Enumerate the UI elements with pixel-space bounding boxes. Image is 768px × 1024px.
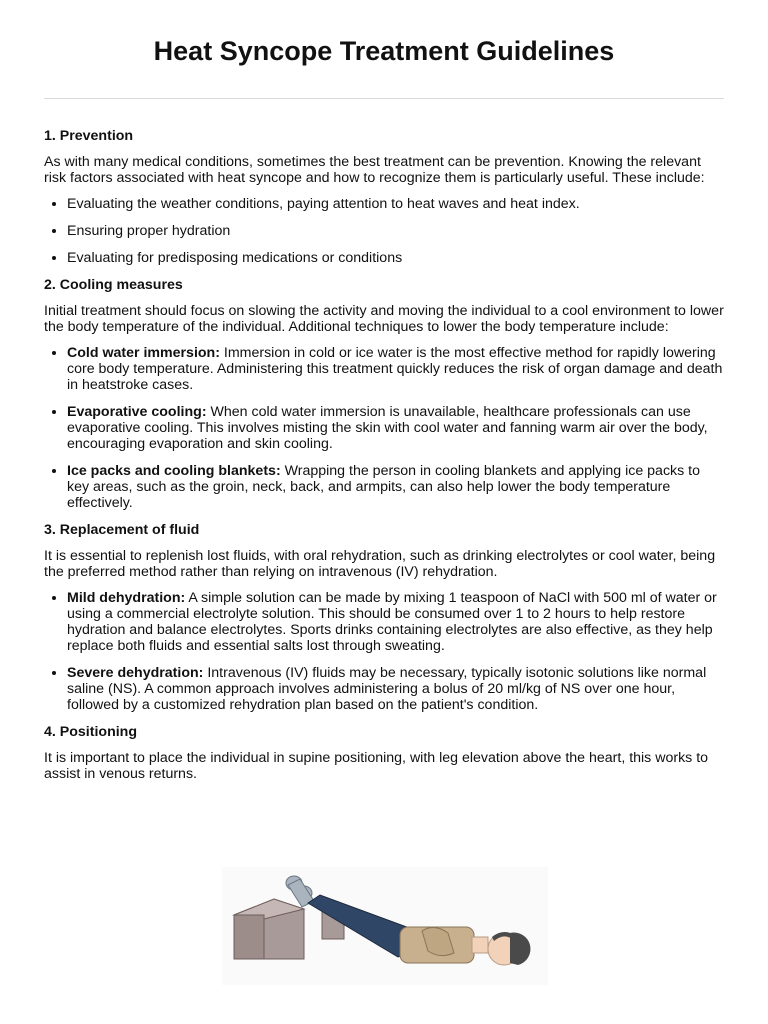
- section-positioning: [44, 724, 724, 782]
- list-item-text: When cold water immersion is unavailable, healthcare professionals can use evaporative cooling. This involves misting the skin with cool water and fanning warm air over the body, encouraging evaporation and skin cooling.: [67, 404, 708, 452]
- list-item-text: A simple solution can be made by mixing 1 teaspoon of NaCl with 500 ml of water or using a commercial electrolyte solution. This should be consumed over 1 to 2 hours to help restore hydration and balance electrolytes. Sports drinks containing electrolytes are also effective, as they help replace both fluids and essential salts lost through sweating.: [67, 590, 717, 654]
- section-heading: 3. Replacement of fluid: [44, 522, 200, 538]
- section-paragraph: Initial treatment should focus on slowing the activity and moving the individual to a cool environment to lower the body temperature of the individual. Additional techniques to lower the body temperature include:: [44, 303, 724, 335]
- list-item: [67, 665, 724, 713]
- list-item-text: Evaluating for predisposing medications or conditions: [67, 250, 403, 266]
- supine-person-icon: [222, 867, 548, 985]
- list-item: [67, 345, 724, 393]
- list-item: [67, 250, 724, 266]
- page-title: Heat Syncope Treatment Guidelines: [153, 36, 615, 66]
- section-heading: 2. Cooling measures: [44, 277, 183, 293]
- list-item: [67, 404, 724, 452]
- list-item-text: Immersion in cold or ice water is the most effective method for rapidly lowering core body temperature. Administering this treatment quickly reduces the risk of organ damage and death in heatstroke cases.: [67, 345, 723, 393]
- list-item-label: Cold water immersion:: [67, 345, 220, 361]
- section-heading: 4. Positioning: [44, 724, 138, 740]
- list-item-text: Ensuring proper hydration: [67, 223, 231, 239]
- section-paragraph: It is important to place the individual in supine positioning, with leg elevation above the heart, this works to assist in venous returns.: [44, 750, 709, 782]
- list-item-label: Ice packs and cooling blankets:: [67, 463, 281, 479]
- section-replacement-of-fluid: [44, 522, 724, 713]
- list-item: [67, 590, 724, 654]
- section-paragraph: It is essential to replenish lost fluids, with oral rehydration, such as drinking electrolytes or cool water, being the preferred method rather than relying on intravenous (IV) rehydration.: [44, 548, 716, 580]
- document-body: [44, 128, 724, 792]
- supine-leg-elevation-illustration: [222, 867, 548, 985]
- list-item-label: Severe dehydration:: [67, 665, 204, 681]
- bullet-list: [44, 345, 724, 511]
- list-item: [67, 463, 724, 511]
- section-paragraph: As with many medical conditions, sometimes the best treatment can be prevention. Knowing the relevant risk factors associated with heat syncope and how to recognize them is particularly useful. These include:: [44, 154, 705, 186]
- title-divider: [44, 98, 724, 99]
- list-item-label: Evaporative cooling:: [67, 404, 207, 420]
- list-item-text: Wrapping the person in cooling blankets and applying ice packs to key areas, such as the groin, neck, back, and armpits, can also help lower the body temperature effectively.: [67, 463, 700, 511]
- section-prevention: [44, 128, 724, 266]
- list-item-text: Intravenous (IV) fluids may be necessary, typically isotonic solutions like normal saline (NS). A common approach involves administering a bolus of 20 ml/kg of NS over one hour, followed by a customized rehydration plan based on the patient's condition.: [67, 665, 707, 713]
- list-item-label: Mild dehydration:: [67, 590, 186, 606]
- list-item-text: Evaluating the weather conditions, paying attention to heat waves and heat index.: [67, 196, 580, 212]
- bullet-list: [44, 196, 724, 266]
- section-cooling-measures: [44, 277, 724, 511]
- bullet-list: [44, 590, 724, 713]
- section-heading: 1. Prevention: [44, 128, 134, 144]
- list-item: [67, 223, 724, 239]
- list-item: [67, 196, 724, 212]
